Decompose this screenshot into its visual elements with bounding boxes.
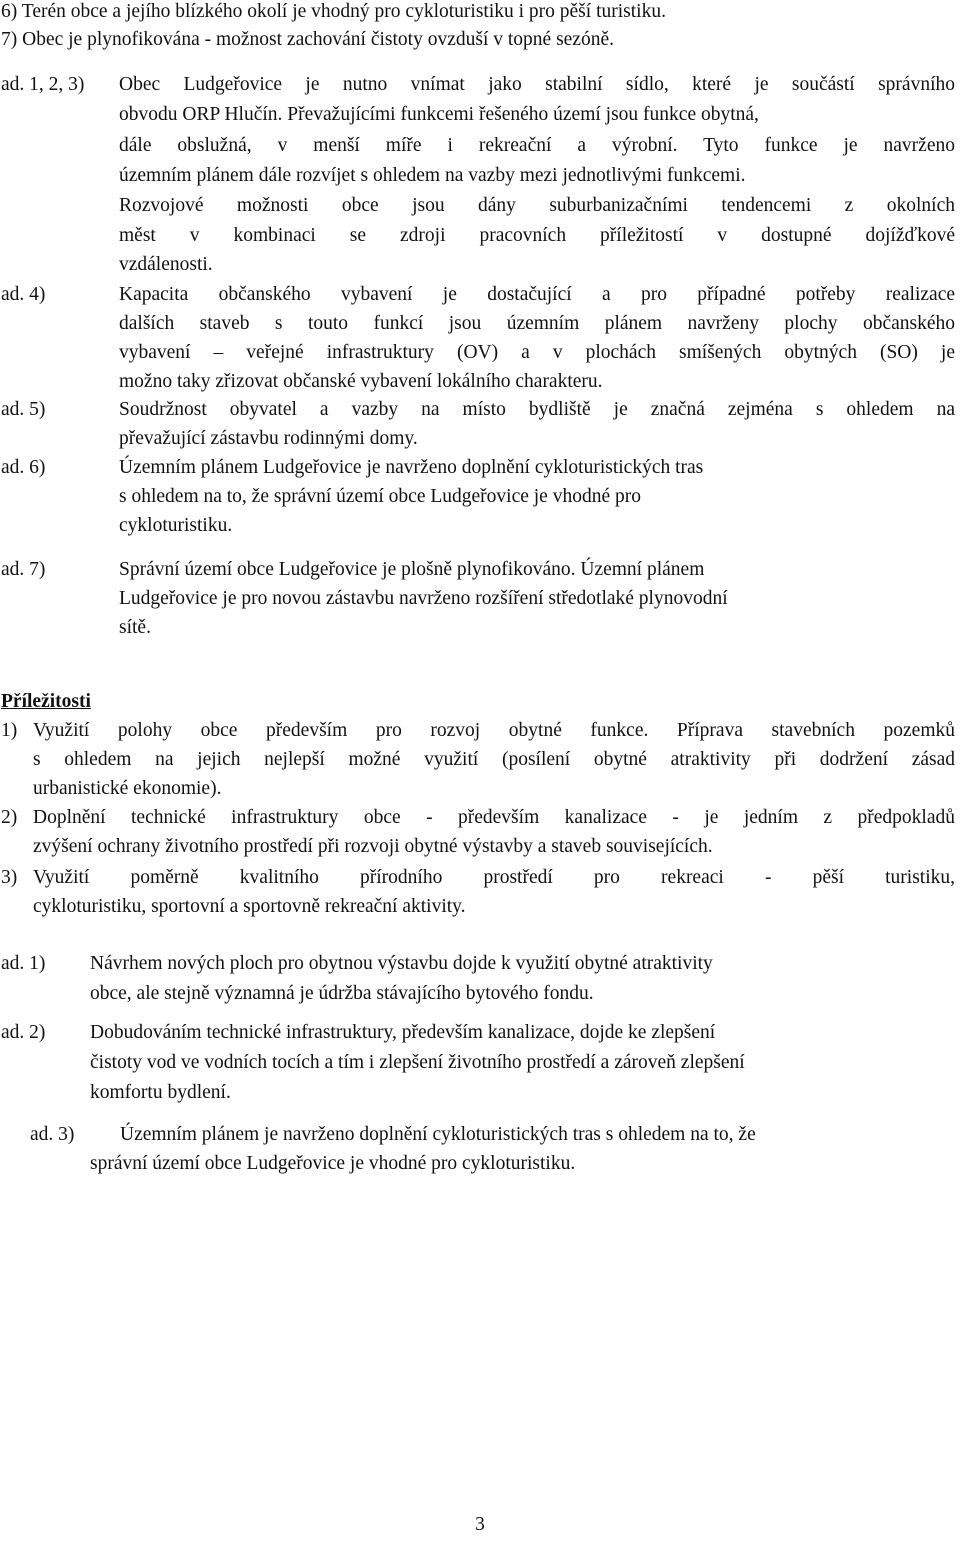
opportunity-2-line-1: Doplnění technické infrastruktury obce - především kanalizace - je jedním z předpokladů	[33, 807, 955, 828]
ad-4-label: ad. 4)	[1, 284, 46, 305]
ad-123-line-1: Obec Ludgeřovice je nutno vnímat jako stabilní sídlo, které je součástí správního	[119, 74, 955, 95]
ad-4-line-3: vybavení – veřejné infrastruktury (OV) a v plochách smíšených obytných (SO) je	[119, 342, 955, 363]
page-number: 3	[475, 1514, 485, 1535]
ad-123-line-2: obvodu ORP Hlučín. Převažujícími funkcemi řešeného území jsou funkce obytná,	[119, 104, 759, 125]
opportunity-1-line-3: urbanistické ekonomie).	[33, 778, 222, 799]
ad-4-line-1: Kapacita občanského vybavení je dostačující a pro případné potřeby realizace	[119, 284, 955, 305]
ad-4-line-2: dalších staveb s touto funkcí jsou územním plánem navrženy plochy občanského	[119, 313, 955, 334]
opportunities-heading: Příležitosti	[1, 691, 91, 712]
opp-ad-1-line-2: obce, ale stejně významná je údržba stávajícího bytového fondu.	[90, 983, 594, 1004]
ad-5-line-1: Soudržnost obyvatel a vazby na místo bydliště je značná zejména s ohledem na	[119, 399, 955, 420]
opportunity-3-label: 3)	[1, 867, 18, 888]
opportunity-2-line-2: zvýšení ochrany životního prostředí při rozvoji obytné výstavby a staveb souvisejících.	[33, 836, 713, 857]
opp-ad-2-line-1: Dobudováním technické infrastruktury, především kanalizace, dojde ke zlepšení	[90, 1022, 716, 1043]
opp-ad-3-line-1: Územním plánem je navrženo doplnění cykloturistických tras s ohledem na to, že	[120, 1124, 756, 1145]
opp-ad-3-line-2: správní území obce Ludgeřovice je vhodné pro cykloturistiku.	[90, 1153, 576, 1174]
opp-ad-1-line-1: Návrhem nových ploch pro obytnou výstavbu dojde k využití obytné atraktivity	[90, 953, 713, 974]
ad-6-line-2: s ohledem na to, že správní území obce Ludgeřovice je vhodné pro	[119, 486, 641, 507]
ad-123-line-7: vzdálenosti.	[119, 254, 213, 275]
opp-ad-2-line-2: čistoty vod ve vodních tocích a tím i zlepšení životního prostředí a zároveň zlepšení	[90, 1052, 745, 1073]
ad-6-line-1: Územním plánem Ludgeřovice je navrženo doplnění cykloturistických tras	[119, 457, 704, 478]
opportunity-1-line-1: Využití polohy obce především pro rozvoj obytné funkce. Příprava stavebních pozemků	[33, 720, 955, 741]
ad-123-line-4: územním plánem dále rozvíjet s ohledem na vazby mezi jednotlivými funkcemi.	[119, 165, 746, 186]
ad-7-line-3: sítě.	[119, 617, 151, 638]
opportunity-1-line-2: s ohledem na jejich nejlepší možné využití (posílení obytné atraktivity při dodržení zásad	[33, 749, 955, 770]
opp-ad-1-label: ad. 1)	[1, 953, 46, 974]
opportunity-1-label: 1)	[1, 720, 18, 741]
ad-5-line-2: převažující zástavbu rodinnými domy.	[119, 428, 418, 449]
opportunity-3-line-2: cykloturistiku, sportovní a sportovně rekreační aktivity.	[33, 896, 466, 917]
ad-123-line-6: měst v kombinaci se zdroji pracovních příležitostí v dostupné dojížďkové	[119, 225, 955, 246]
ad-7-label: ad. 7)	[1, 559, 46, 580]
ad-123-label: ad. 1, 2, 3)	[1, 74, 85, 95]
item-7-text: 7) Obec je plynofikována - možnost zachování čistoty ovzduší v topné sezóně.	[1, 29, 614, 50]
ad-6-label: ad. 6)	[1, 457, 46, 478]
ad-7-line-2: Ludgeřovice je pro novou zástavbu navrženo rozšíření středotlaké plynovodní	[119, 588, 728, 609]
opportunity-3-line-1: Využití poměrně kvalitního přírodního prostředí pro rekreaci - pěší turistiku,	[33, 867, 955, 888]
opp-ad-2-label: ad. 2)	[1, 1022, 46, 1043]
opp-ad-2-line-3: komfortu bydlení.	[90, 1082, 231, 1103]
ad-123-line-5: Rozvojové možnosti obce jsou dány suburbanizačními tendencemi z okolních	[119, 195, 955, 216]
ad-6-line-3: cykloturistiku.	[119, 515, 233, 536]
ad-4-line-4: možno taky zřizovat občanské vybavení lokálního charakteru.	[119, 371, 603, 392]
ad-7-line-1: Správní území obce Ludgeřovice je plošně plynofikováno. Územní plánem	[119, 559, 705, 580]
opp-ad-3-label: ad. 3)	[30, 1124, 75, 1145]
ad-123-line-3: dále obslužná, v menší míře i rekreační a výrobní. Tyto funkce je navrženo	[119, 135, 955, 156]
opportunity-2-label: 2)	[1, 807, 18, 828]
ad-5-label: ad. 5)	[1, 399, 46, 420]
item-6-text: 6) Terén obce a jejího blízkého okolí je vhodný pro cykloturistiku i pro pěší turistiku.	[1, 1, 666, 22]
